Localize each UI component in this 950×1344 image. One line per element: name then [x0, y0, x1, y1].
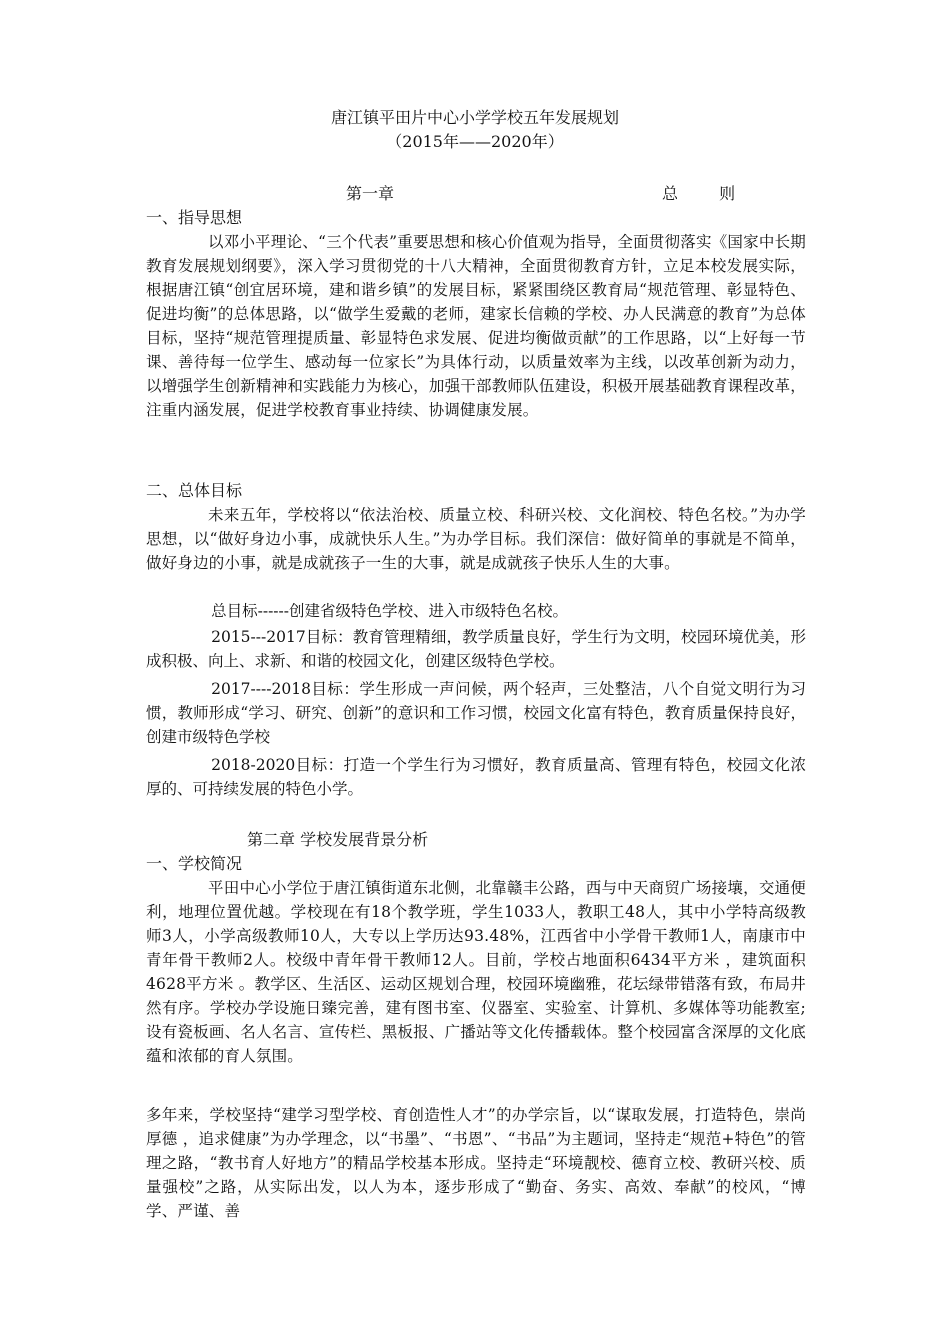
goal-2018: 2018-2020目标：打造一个学生行为习惯好，教育质量高、管理有特色，校园文化浓厚的、可持续发展的特色小学。 — [146, 756, 806, 798]
document-title: 唐江镇平田片中心小学学校五年发展规划 — [330, 108, 619, 127]
document-subtitle: （2015年——2020年） — [386, 132, 564, 151]
section2-heading: 二、总体目标 — [146, 481, 243, 500]
section3-paragraph: 平田中心小学位于唐江镇街道东北侧，北靠赣丰公路，西与中天商贸广场接壤，交通便利，地理位置优越。学校现在有18个教学班，学生1033人，教职工48人，其中小学特高级教师3人，小学高级教师10人，大专以上学历达93.48%，江西省中小学骨干教师1人，南康市中青年骨干教师2人。校级中青年骨干教师12人。目前，学校占地面积6434平方米 ，建筑面积4628平方米 。教学区、生活区、运动区规划合理，校园环境幽雅，花坛绿带错落有致，布局井然有序。学校办学设施日臻完善，建有图书室、仪器室、实验室、计算机、多媒体等功能教室;设有瓷板画、名人名言、宣传栏、黑板报、广播站等文化传播载体。整个校园富含深厚的文化底蕴和浓郁的育人氛围。 — [146, 879, 806, 1065]
chapter1-label: 第一章 — [346, 184, 395, 203]
section1-heading: 一、指导思想 — [146, 208, 243, 227]
goal-overall: 总目标------创建省级特色学校、进入市级特色名校。 — [211, 602, 569, 620]
section3-heading: 一、学校简况 — [146, 854, 243, 873]
chapter2-title: 第二章 学校发展背景分析 — [247, 830, 429, 849]
section2-paragraph: 未来五年，学校将以“依法治校、质量立校、科研兴校、文化润校、特色名校。”为办学思想，以“做好身边小事，成就快乐人生。”为办学目标。我们深信：做好简单的事就是不简单，做好身边的小事，就是成就孩子一生的大事，就是成就孩子快乐人生的大事。 — [146, 506, 806, 572]
section3-paragraph-2: 多年来，学校坚持“建学习型学校、育创造性人才”的办学宗旨，以“谋取发展，打造特色，崇尚厚德 ，追求健康”为办学理念，以“书墨”、“书恩”、“书品”为主题词，坚持走“规范+特色”的管理之路，“教书育人好地方”的精品学校基本形成。坚持走“环境靓校、德育立校、教研兴校、质量强校”之路，从实际出发，以人为本，逐步形成了“勤奋、务实、高效、奉献”的校风，“博学、严谨、善 — [146, 1106, 806, 1220]
goal-2017: 2017----2018目标：学生形成一声问候，两个轻声，三处整洁，八个自觉文明行为习惯，教师形成“学习、研究、创新”的意识和工作习惯，校园文化富有特色，教育质量保持良好，创建市级特色学校 — [146, 680, 806, 746]
section1-paragraph: 以邓小平理论、“三个代表”重要思想和核心价值观为指导，全面贯彻落实《国家中长期教育发展规划纲要》，深入学习贯彻党的十八大精神，全面贯彻教育方针，立足本校发展实际，根据唐江镇“创宜居环境，建和谐乡镇”的发展目标，紧紧围绕区教育局“规范管理、彰显特色、促进均衡”的总体思路，以“做学生爱戴的老师，建家长信赖的学校、办人民满意的教育”为总体目标，坚持“规范管理提质量、彰显特色求发展、促进均衡做贡献”的工作思路，以“上好每一节课、善待每一位学生、感动每一位家长”为具体行动，以质量效率为主线，以改革创新为动力，以增强学生创新精神和实践能力为核心，加强干部教师队伍建设，积极开展基础教育课程改革，注重内涵发展，促进学校教育事业持续、协调健康发展。 — [146, 233, 806, 419]
goal-2015: 2015---2017目标：教育管理精细，教学质量良好，学生行为文明，校园环境优美，形成积极、向上、求新、和谐的校园文化，创建区级特色学校。 — [146, 628, 806, 670]
chapter1-name: 总 则 — [662, 184, 754, 203]
